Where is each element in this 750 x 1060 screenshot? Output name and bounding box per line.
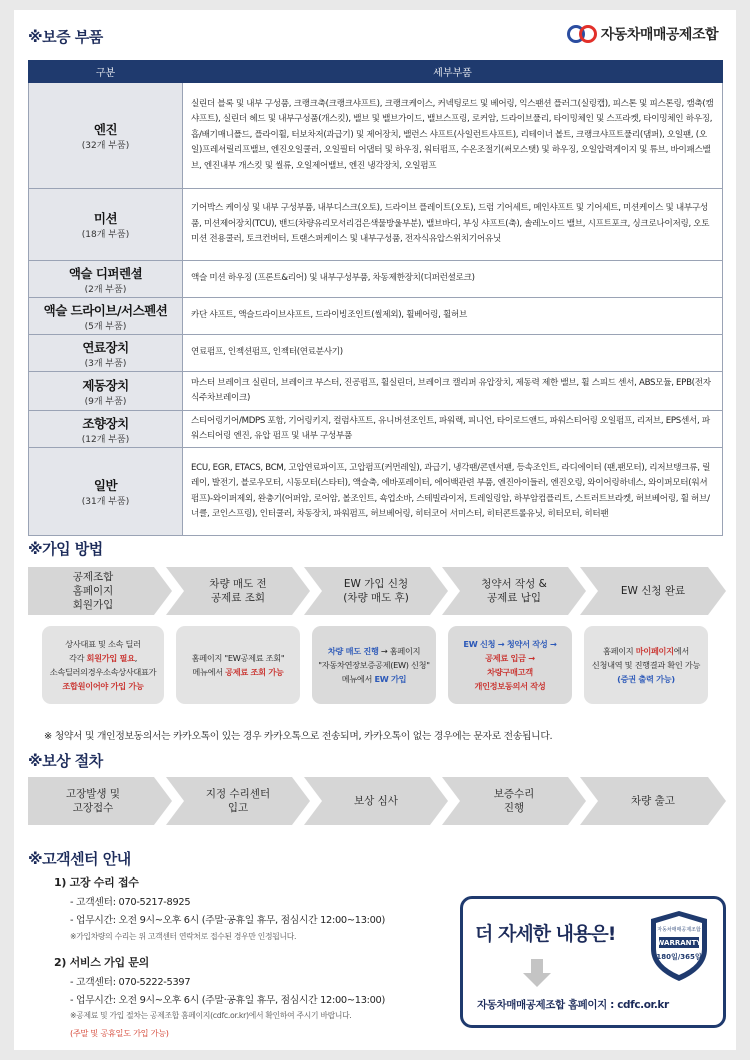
category-detail: 스티어링기어/MDPS 포함, 기어링키지, 컬럼샤프트, 유니버션조인트, 파워랙, 피니언, 타이로드앤드, 파워스티어링 오일펌프, 리저브, EPS센서, 파워스티어링 엔진, 유압 펌프 및 내부 구성부품	[183, 411, 723, 448]
card-text: 홈페이지	[602, 646, 636, 656]
claim-step-2: 지정 수리센터 입고	[205, 788, 271, 814]
card-text: 소속딜러의경우소속상사대표가	[49, 667, 157, 677]
category-count: (12개 부품)	[81, 434, 130, 445]
card-highlight: 공제료 조회 가능	[225, 667, 284, 677]
category-count: (31개 부품)	[81, 497, 130, 507]
card-text: 홈페이지 "EW공제료 조회"	[191, 653, 285, 663]
card-text: 각각	[68, 653, 87, 663]
card-highlight: 개인정보동의서 작성	[474, 681, 546, 691]
card-highlight: 회원가입 필요	[86, 653, 135, 663]
category-name: 제동장치	[82, 377, 129, 393]
info-box-title: 더 자세한 내용은!	[475, 923, 616, 945]
claim-flow	[28, 777, 728, 825]
category-name: 액슬 드라이브/서스펜션	[43, 302, 168, 318]
service-title: 2) 서비스 가입 문의	[54, 956, 149, 969]
card-text: 상사대표 및 소속 딜러	[65, 639, 141, 649]
logo	[567, 24, 718, 44]
badge-word: WARRANTY	[656, 939, 702, 947]
category-count: (3개 부품)	[84, 358, 127, 369]
category-name: 미션	[93, 211, 118, 226]
col-header-category: 구분	[29, 61, 183, 83]
category-count: (5개 부품)	[84, 321, 127, 332]
claim-step-1: 고장발생 및 고장접수	[65, 788, 121, 814]
badge-org: 자동차매매공제조합	[657, 927, 701, 933]
service-phone: - 고객센터: 070-5222-5397	[70, 977, 191, 988]
card-highlight: 차량구매고객	[487, 667, 533, 677]
join-card-5	[584, 626, 708, 704]
card-text: → 홈페이지	[378, 646, 421, 656]
claim-step-5: 차량 출고	[631, 795, 675, 807]
table-row	[29, 448, 723, 536]
table-row	[29, 411, 723, 448]
category-name: 연료장치	[82, 339, 129, 355]
join-card-3	[312, 626, 436, 704]
category-detail: 마스터 브레이크 실린더, 브레이크 부스터, 진공펌프, 휠실린더, 브레이크 캘리퍼 유압장치, 제동력 제한 밸브, 휠 스피드 센서, ABS모듈, EPB(전자식주차브레이크)	[183, 372, 723, 411]
join-card-4	[448, 626, 572, 704]
category-detail: 기어박스 케이싱 및 내부 구성부품, 내부디스크(오토), 드라이브 플레이트(오토), 드럼 기어세트, 메인샤프트 및 기어세트, 미션케이스 및 내부구성품, 미션제어장치(TCU), 밴드(차량유리모서리검은색물방울부분), 밸브바디, 부싱 샤프트(축), 솔레노이드 밸브, 시프트포크, 싱크로나이저링, 오토미션 전용쿨러, 토크컨버터, 트랜스퍼케이스 및 내부구성품, 전자식유압스위치기어유닛	[183, 189, 723, 261]
category-detail: 연료펌프, 인젝션펌프, 인젝터(연료분사기)	[183, 335, 723, 372]
info-box	[460, 896, 726, 1028]
category-name: 액슬 디퍼렌셜	[68, 265, 143, 281]
category-name: 조향장치	[82, 415, 129, 431]
category-count: (9개 부품)	[84, 396, 127, 407]
card-text: "자동차연장보증공제(EW) 신청"	[318, 660, 430, 670]
card-highlight: 공제료 입금 →	[485, 653, 535, 663]
customer-center-title: ※고객센터 안내	[28, 850, 131, 868]
card-highlight: 조합원이어야 가입 가능	[62, 681, 144, 691]
card-text: 메뉴에서	[192, 667, 226, 677]
card-text: 메뉴에서	[341, 674, 375, 684]
parts-table	[28, 60, 723, 536]
category-name: 엔진	[93, 122, 118, 137]
table-row	[29, 335, 723, 372]
category-detail: 카단 샤프트, 액슬드라이브샤프트, 드라이빙조인트(씰제외), 휠베어링, 휠허브	[183, 298, 723, 335]
repair-note: ※가입차량의 수리는 위 고객센터 연락처로 접수된 경우만 인정됩니다.	[70, 932, 297, 941]
join-step-4: 청약서 작성 & 공제료 납입	[481, 578, 547, 604]
category-count: (32개 부품)	[81, 141, 130, 151]
category-count: (2개 부품)	[84, 284, 127, 295]
table-row	[29, 189, 723, 261]
table-row	[29, 372, 723, 411]
category-detail: 실린더 블록 및 내부 구성품, 크랭크축(크랭크샤프트), 크랭크케이스, 커넥팅로드 및 베어링, 익스팬션 플러그(실링캡), 피스톤 및 피스톤링, 캠축(캠샤프트), 실린더 헤드 및 내부구성품(개스킷), 밸브 및 밸브가이드, 밸브스프링, 로커암, 드라이브풀리, 타이밍체인 및 스프라켓, 타이밍체인 하우징, 흡/배기매니폴드, 플라이휠, 터보차저(과급기) 및 제어장치, 밸런스 샤프트(사일런트샤프트), 리테이너 볼트, 크랭크샤프트풀리(댐퍼), 오일팬, (오일)프레셔릴리프밸브, 엔진오일쿨러, 오일필터 어댑터 및 하우징, 워터펌프, 수온조절기(써모스탯) 및 하우징, 오일압력게이지 및 튜브, 바이패스밸브, 엔진내부 개스킷 및 씰류, 오일제어밸브, 엔진 냉각장치, 오일펌프	[183, 83, 723, 189]
join-method-title: ※가입 방법	[28, 540, 103, 558]
join-note: ※ 청약서 및 개인정보동의서는 카카오톡이 있는 경우 카카오톡으로 전송되며, 카카오톡이 없는 경우에는 문자로 전송됩니다.	[44, 731, 553, 742]
col-header-detail: 세부부품	[183, 61, 723, 83]
warranty-badge-icon	[647, 909, 711, 983]
repair-hours: - 업무시간: 오전 9시~오후 6시 (주말·공휴일 휴무, 점심시간 12:00~13:00)	[70, 915, 386, 926]
join-step-3: EW 가입 신청 (차량 매도 후)	[343, 578, 409, 604]
join-card-2	[176, 626, 300, 704]
card-highlight: (증권 출력 가능)	[617, 674, 675, 684]
card-highlight: 마이페이지	[635, 646, 674, 656]
card-highlight: EW 가입	[374, 674, 407, 684]
card-highlight: EW 신청 → 청약서 작성 →	[463, 639, 557, 649]
service-hours: - 업무시간: 오전 9시~오후 6시 (주말·공휴일 휴무, 점심시간 12:00~13:00)	[70, 995, 386, 1006]
logo-mark-icon	[567, 25, 597, 43]
page	[14, 10, 736, 1050]
table-row	[29, 298, 723, 335]
join-step-1: 공제조합 홈페이지 회원가입	[72, 571, 114, 611]
badge-days: 180일/365일	[656, 953, 702, 961]
table-row	[29, 83, 723, 189]
card-text: 에서	[673, 646, 689, 656]
claim-procedure-title: ※보상 절차	[28, 752, 103, 770]
claim-step-3: 보상 심사	[354, 795, 398, 807]
repair-title: 1) 고장 수리 접수	[54, 876, 139, 889]
card-text: ,	[134, 653, 138, 663]
category-detail: 액슬 미션 하우징 (프론트&리어) 및 내부구성부품, 차동제한장치(디퍼런셜로크)	[183, 261, 723, 298]
repair-phone: - 고객센터: 070-5217-8925	[70, 897, 191, 908]
join-flow	[28, 567, 728, 615]
homepage-url[interactable]: 자동차매매공제조합 홈페이지 : cdfc.or.kr	[477, 999, 669, 1011]
warranty-parts-title: ※보증 부품	[28, 28, 103, 46]
category-name: 일반	[93, 478, 118, 493]
service-weekend-note: (주말 및 공휴일도 가입 가능)	[70, 1028, 169, 1038]
join-step-2: 차량 매도 전 공제료 조회	[209, 578, 267, 604]
card-text: 신청내역 및 진행결과 확인 가능	[591, 660, 701, 670]
claim-step-4: 보증수리 진행	[493, 788, 535, 814]
join-card-1	[42, 626, 164, 704]
card-highlight: 차량 매도 진행	[327, 646, 379, 656]
category-count: (18개 부품)	[81, 230, 130, 240]
category-detail: ECU, EGR, ETACS, BCM, 고압연료파이프, 고압펌프(커먼레일), 과급기, 냉각팬/콘덴서팬, 등속조인트, 라디에이터 (팬,팬모터), 리저브탱크류, 릴레이, 발전기, 블로우모터, 시동모터(스타터), 액슬축, 에바포레이터, 에어백관련 부품, 엔진아이들러, 엔진오링, 와이어링하네스, 와이퍼모터(워셔펌프)-와이퍼제외, 완충기(어퍼암, 로어암, 볼조인트, 쇽업소바, 스테빌라이저, 트레일링암, 하부암컴플리트, 스트러트브라켓, 허브베어링, 휠 허브/너클, 코인스프링), 인터쿨러, 차동장치, 파워펌프, 허브베어링, 히터코어 서미스터, 히터콘트롤유닛, 히터모터, 히터팬	[183, 448, 723, 536]
join-step-5: EW 신청 완료	[620, 585, 686, 597]
table-row	[29, 261, 723, 298]
service-note: ※공제료 및 가입 절차는 공제조합 홈페이지(cdfc.or.kr)에서 확인하여 주시기 바랍니다.	[70, 1011, 352, 1020]
logo-text: 자동차매매공제조합	[600, 27, 718, 43]
